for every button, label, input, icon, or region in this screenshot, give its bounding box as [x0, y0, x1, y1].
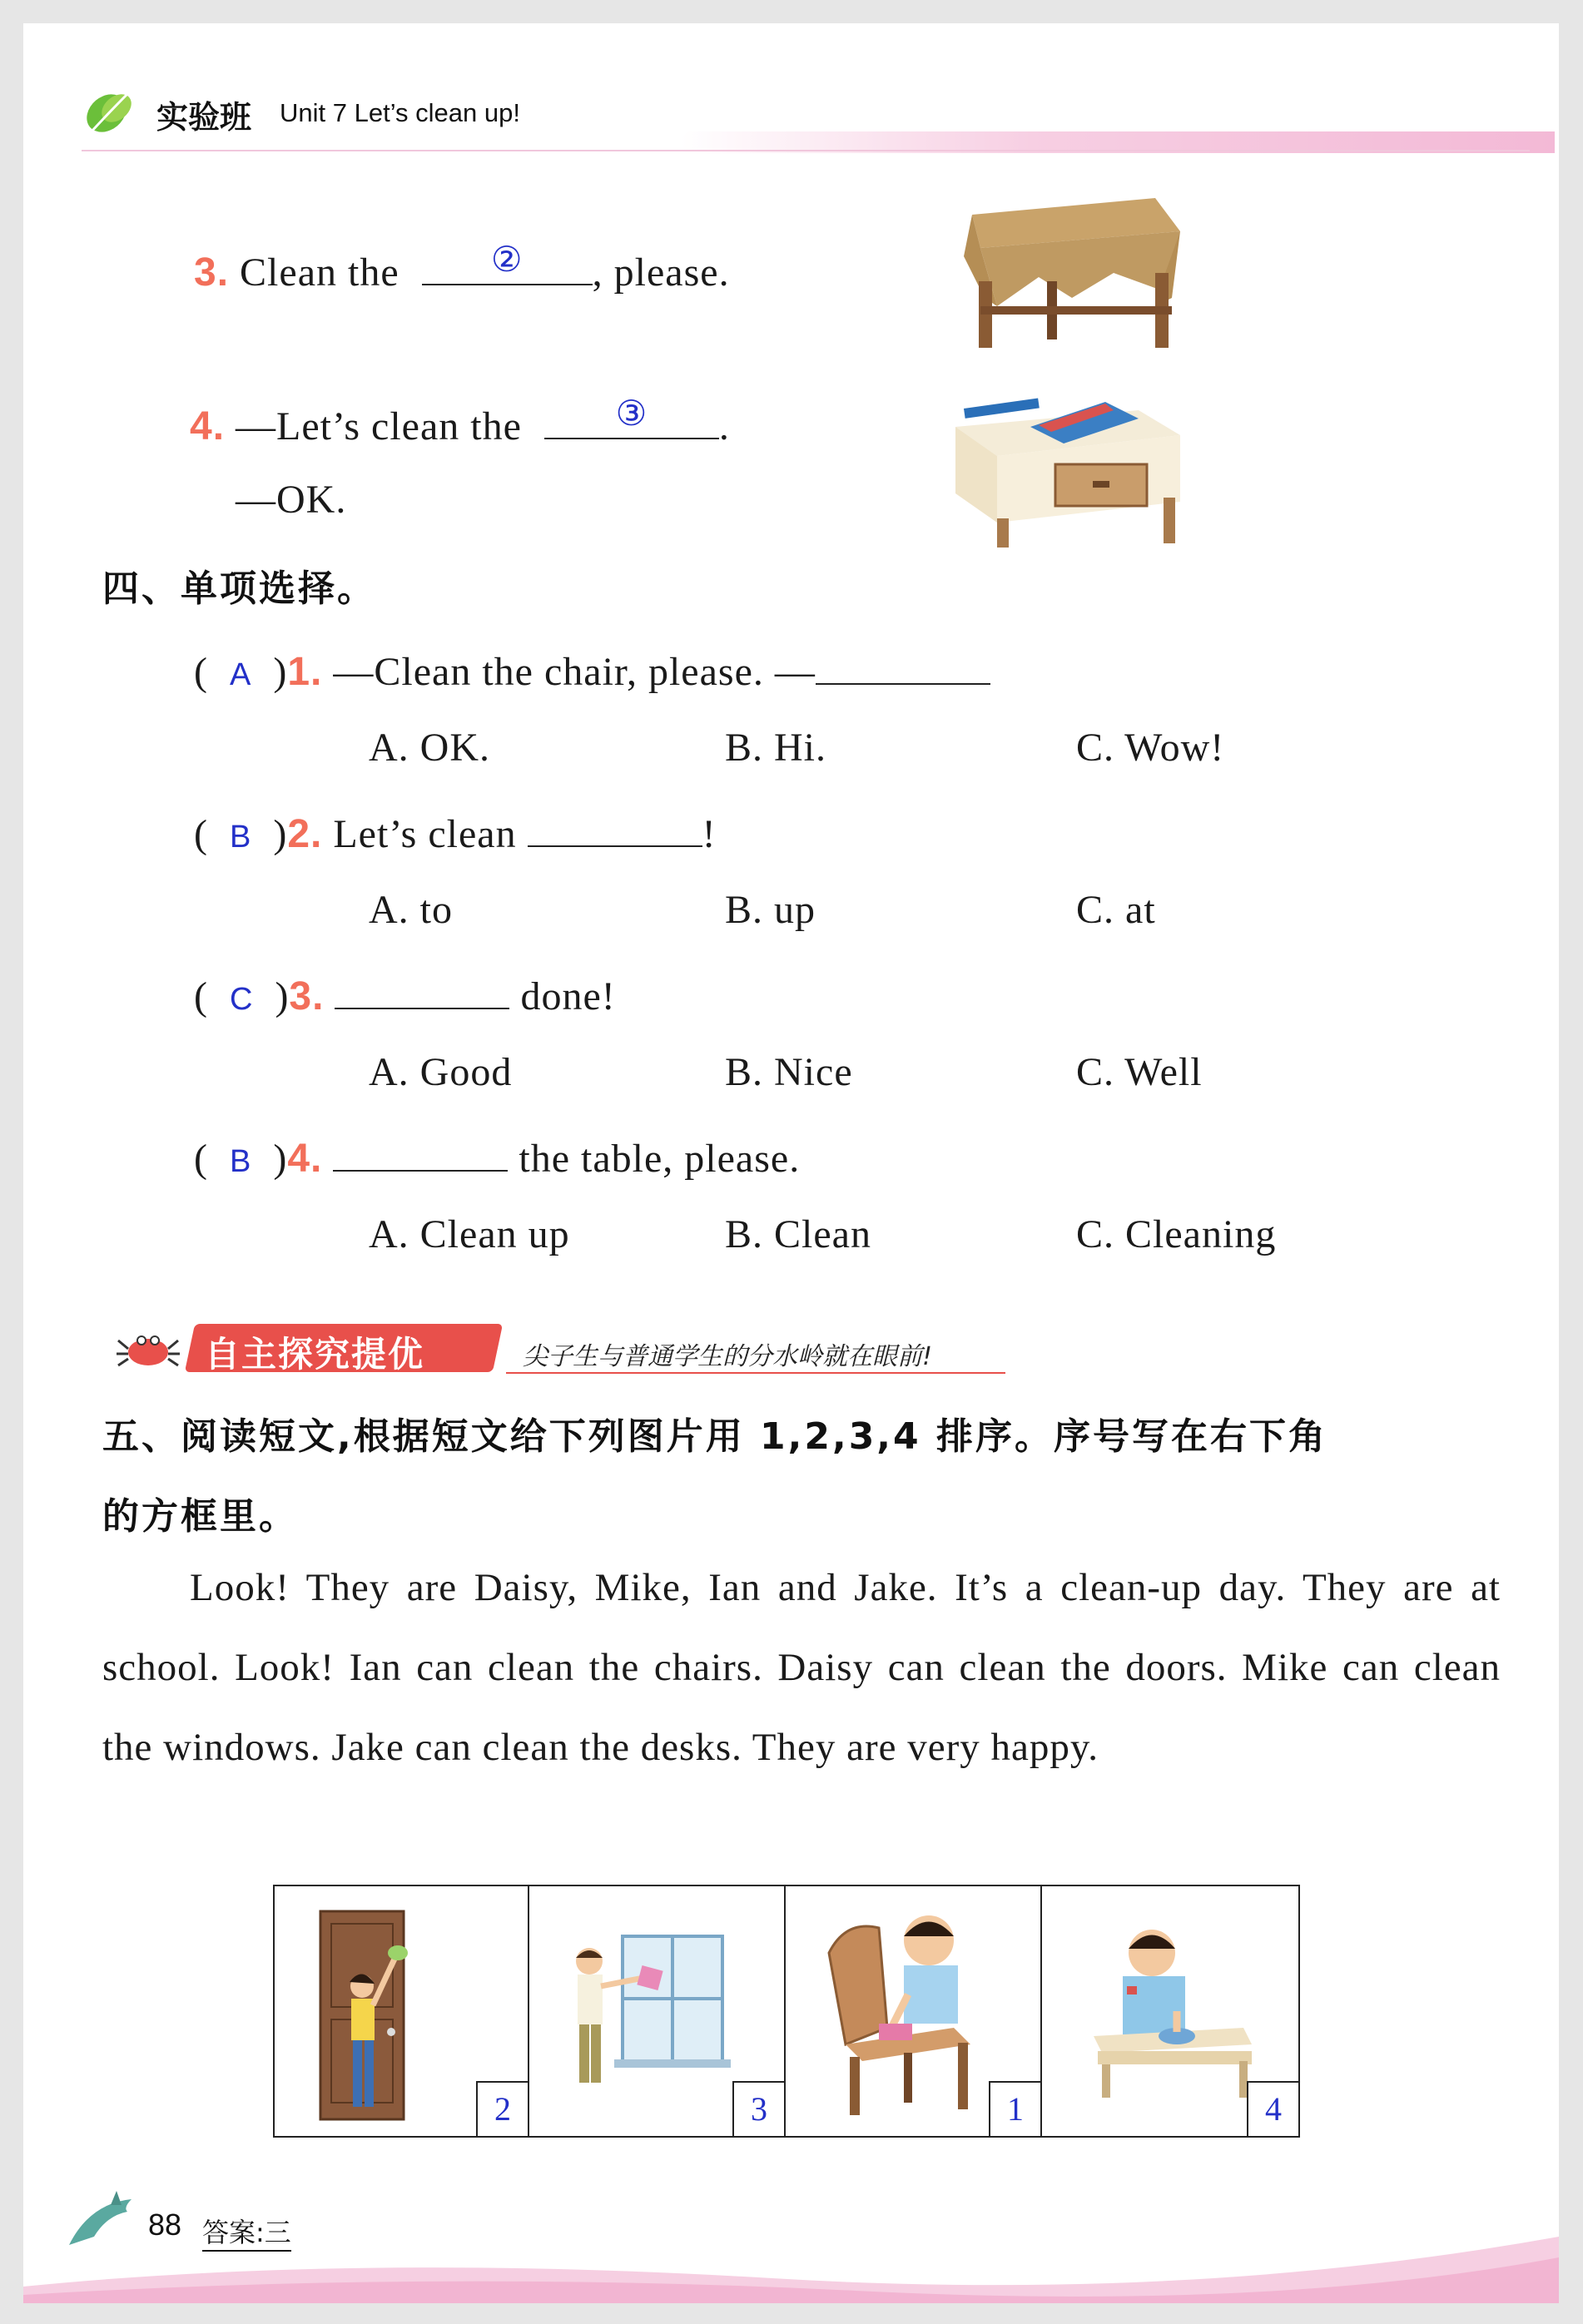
page-number: 88 [148, 2208, 182, 2242]
item-number: 4. [287, 1137, 323, 1181]
option-b[interactable]: B. Hi. [725, 726, 827, 770]
header-divider [82, 150, 1530, 151]
order-number-box[interactable]: 1 [989, 2081, 1040, 2136]
item-number: 3. [289, 974, 325, 1018]
mc-question-1: ( A )1. —Clean the chair, please. — [194, 643, 990, 695]
answer-blank[interactable] [544, 394, 719, 439]
section-5-title-line2: 的方框里。 [102, 1495, 298, 1538]
option-c[interactable]: C. at [1076, 888, 1156, 932]
footer-answer-label: 答案:三 [202, 2212, 291, 2252]
option-a[interactable]: A. Clean up [369, 1212, 570, 1256]
question-stem: Let’s clean [333, 812, 517, 856]
item-text-after: , please. [592, 250, 730, 295]
question-stem-end: the table, please. [519, 1137, 801, 1181]
answer-blank[interactable] [422, 240, 593, 285]
option-c[interactable]: C. Cleaning [1076, 1212, 1277, 1256]
blank-answer: ③ [615, 394, 648, 433]
item-text-after: . [718, 404, 730, 448]
order-number-box[interactable]: 2 [476, 2081, 528, 2136]
boy-cleaning-window-image [556, 1928, 739, 2094]
blank-answer: ② [490, 240, 524, 279]
section-4-title: 四、单项选择。 [102, 567, 376, 610]
section-5-title-line1: 五、阅读短文,根据短文给下列图片用 1,2,3,4 排序。序号写在右下角 [102, 1415, 1327, 1458]
leaf-logo-icon [82, 82, 140, 140]
boy-cleaning-chair-image [812, 1903, 1004, 2119]
boy-cleaning-desk-image [1077, 1920, 1260, 2103]
banner-subtitle: 尖子生与普通学生的分水岭就在眼前! [523, 1342, 933, 1371]
item-number: 3. [194, 250, 230, 295]
dolphin-icon [65, 2187, 148, 2253]
option-a[interactable]: A. Good [369, 1050, 513, 1094]
item-number: 1. [287, 650, 323, 694]
girl-cleaning-door-image [316, 1907, 416, 2123]
banner-title: 自主探究提优 [205, 1334, 425, 1375]
picture-cell-desk [1044, 1886, 1298, 2136]
option-c[interactable]: C. Wow! [1076, 726, 1225, 770]
brand-title: 实验班 [156, 99, 252, 136]
option-a[interactable]: A. to [369, 888, 453, 932]
option-b[interactable]: B. Clean [725, 1212, 871, 1256]
page-header [82, 73, 1555, 156]
answer-blank[interactable] [528, 805, 702, 847]
question-stem-end: done! [520, 974, 616, 1018]
answer-blank[interactable] [333, 1130, 508, 1172]
item-text-before: Clean the [240, 250, 399, 295]
mc-answer[interactable]: B [229, 820, 252, 855]
order-number-box[interactable]: 4 [1247, 2081, 1298, 2136]
fill-item-3 [194, 240, 730, 295]
picture-ordering-grid [273, 1885, 1300, 2138]
mc-answer[interactable]: B [229, 1144, 252, 1179]
desk-with-pencilcase-image [947, 369, 1188, 548]
option-a[interactable]: A. OK. [369, 726, 490, 770]
item-number: 4. [190, 404, 226, 448]
mc-question-3: ( C )3. done! [194, 968, 616, 1019]
option-b[interactable]: B. Nice [725, 1050, 853, 1094]
question-stem: —Clean the chair, please. — [333, 650, 816, 694]
unit-title: Unit 7 Let’s clean up! [280, 98, 520, 127]
mc-answer[interactable]: C [229, 982, 254, 1017]
answer-blank[interactable] [816, 643, 990, 685]
worksheet-page [23, 23, 1559, 2303]
banner-underline [506, 1372, 1005, 1374]
mc-question-4: ( B )4. the table, please. [194, 1130, 800, 1182]
order-number-box[interactable]: 3 [732, 2081, 784, 2136]
reading-passage: Look! They are Daisy, Mike, Ian and Jake. It’s a clean-up day. They are at school. Look! Ian can clean the chairs. Daisy can clean the doors. Mike can clean the windows. Jake can clean the desks. They are very happy. [102, 1566, 1501, 1769]
item-number: 2. [287, 812, 323, 856]
mc-question-2: ( B )2. Let’s clean ! [194, 805, 717, 857]
picture-cell-chair [787, 1886, 1042, 2136]
section-banner [115, 1317, 1005, 1375]
mc-answer[interactable]: A [229, 657, 252, 692]
item-text-before: —Let’s clean the [236, 404, 522, 448]
crab-icon [115, 1321, 181, 1372]
picture-cell-door [275, 1886, 529, 2136]
option-c[interactable]: C. Well [1076, 1050, 1203, 1094]
option-b[interactable]: B. up [725, 888, 816, 932]
table-with-cloth-image [947, 181, 1188, 356]
answer-blank[interactable] [335, 968, 509, 1009]
fill-item-4-reply: —OK. [236, 478, 347, 522]
picture-cell-window [531, 1886, 786, 2136]
question-stem-end: ! [702, 812, 717, 856]
fill-item-4 [190, 394, 730, 449]
